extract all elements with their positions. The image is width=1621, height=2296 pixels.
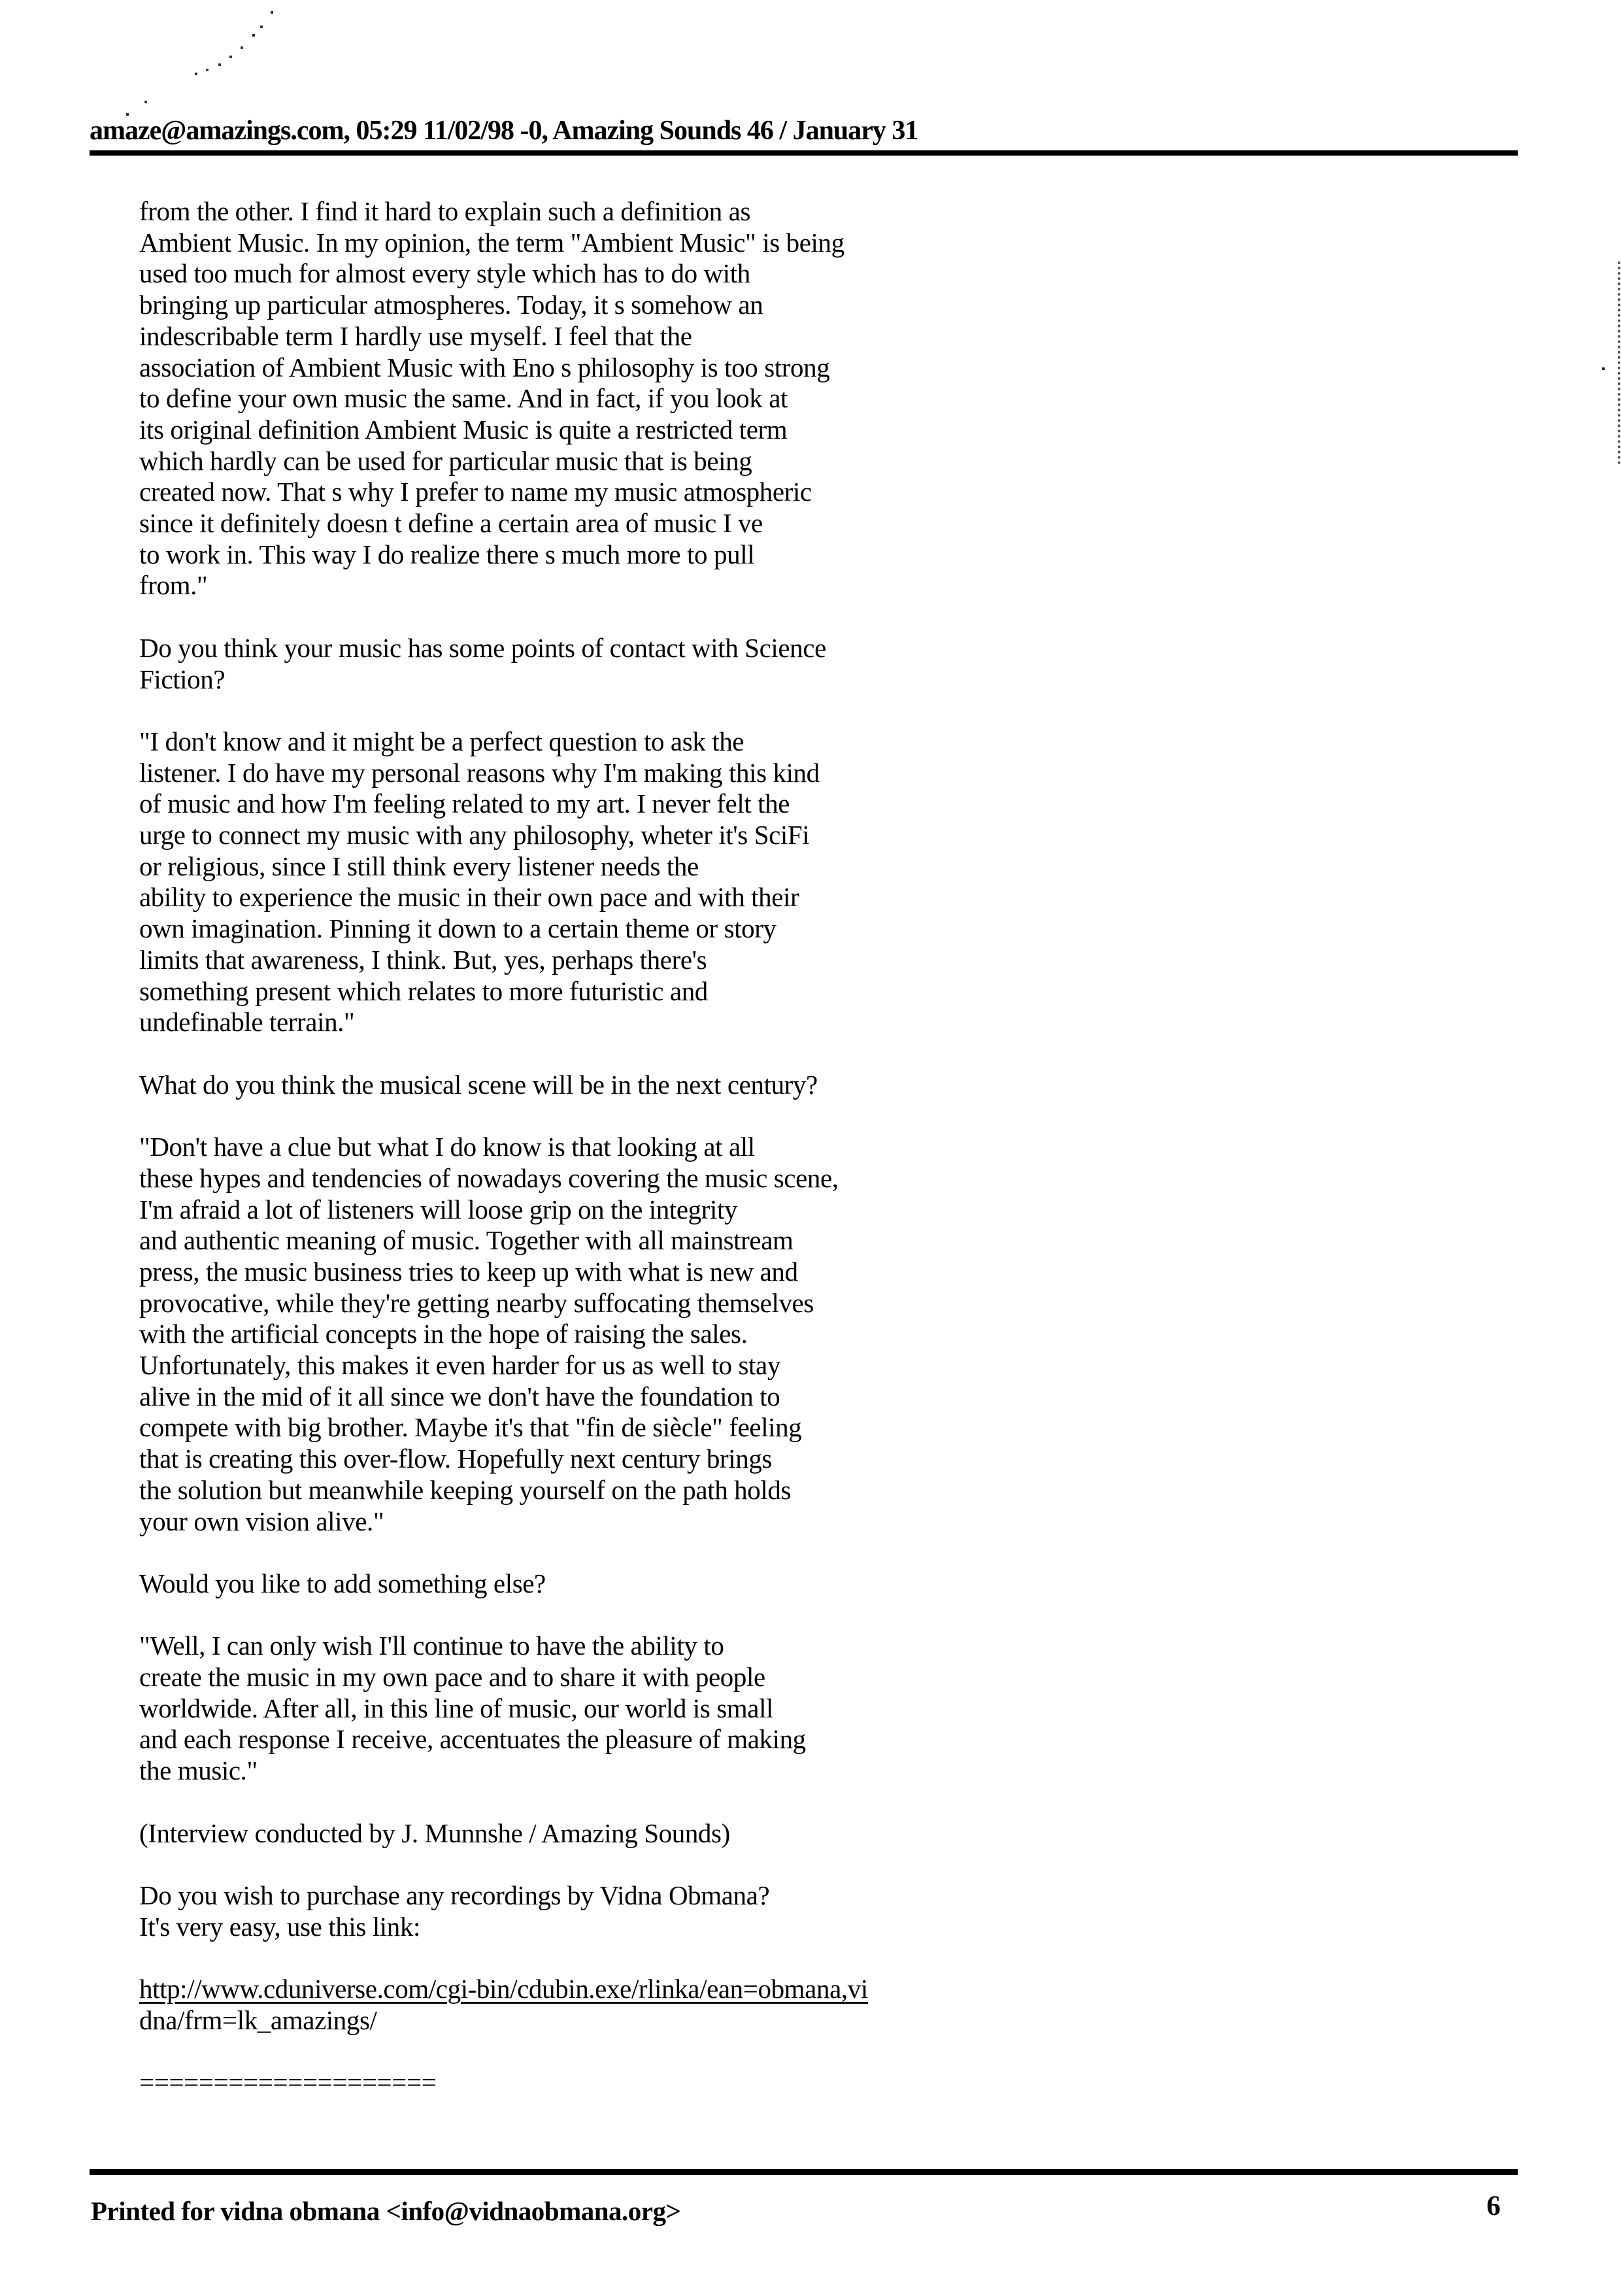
text-line: used too much for almost every style which has to do with <box>139 258 750 289</box>
text-line: to work in. This way I do realize there s much more to pull <box>139 539 755 569</box>
text-line: limits that awareness, I think. But, yes, perhaps there's <box>139 944 707 975</box>
printed-for-label: Printed for vidna obmana <info@vidnaobmana.org> <box>91 2196 681 2226</box>
text-line: the solution but meanwhile keeping yourself on the path holds <box>139 1474 791 1505</box>
text-line: from." <box>139 570 208 601</box>
text-line <box>139 1849 1250 1880</box>
email-header-summary: amaze@amazings.com, 05:29 11/02/98 -0, Amazing Sounds 46 / January 31 <box>90 116 918 146</box>
separator-equals-line: ==================== <box>139 2067 437 2098</box>
text-line <box>139 1038 1250 1070</box>
text-line: the music." <box>139 1755 258 1786</box>
text-line: and each response I receive, accentuates the pleasure of making <box>139 1724 806 1755</box>
text-line: Would you like to add something else? <box>139 1568 546 1598</box>
email-body <box>139 196 1250 2099</box>
text-line: ability to experience the music in their own pace and with their <box>139 882 799 913</box>
text-line: from the other. I find it hard to explain such a definition as <box>139 196 751 226</box>
text-line: or religious, since I still think every listener needs the <box>139 851 699 881</box>
text-line: "I don't know and it might be a perfect question to ask the <box>139 726 744 756</box>
text-line: these hypes and tendencies of nowadays covering the music scene, <box>139 1162 839 1193</box>
text-line <box>139 1600 1250 1631</box>
text-line <box>139 1537 1250 1568</box>
text-line: I'm afraid a lot of listeners will loose grip on the integrity <box>139 1194 738 1224</box>
text-line: created now. That s why I prefer to name my music atmospheric <box>139 477 812 507</box>
text-line: own imagination. Pinning it down to a certain theme or story <box>139 913 777 944</box>
text-line: something present which relates to more futuristic and <box>139 975 708 1006</box>
text-line: "Well, I can only wish I'll continue to have the ability to <box>139 1630 724 1661</box>
text-line <box>139 1942 1250 1974</box>
text-line: worldwide. After all, in this line of music, our world is small <box>139 1693 774 1723</box>
purchase-link-line-2: dna/frm=lk_amazings/ <box>139 2004 377 2035</box>
text-line: of music and how I'm feeling related to my art. I never felt the <box>139 788 790 819</box>
text-line: compete with big brother. Maybe it's that "fin de siècle" feeling <box>139 1412 802 1443</box>
text-line: Unfortunately, this makes it even harder for us as well to stay <box>139 1350 780 1381</box>
text-line: and authentic meaning of music. Together with all mainstream <box>139 1225 794 1256</box>
text-line: create the music in my own pace and to share it with people <box>139 1662 765 1693</box>
text-line: Do you think your music has some points of contact with Science <box>139 632 826 663</box>
page-number: 6 <box>1486 2191 1501 2221</box>
text-line: "Don't have a clue but what I do know is that looking at all <box>139 1132 755 1162</box>
text-line <box>139 1787 1250 1818</box>
text-line: urge to connect my music with any philosophy, wheter it's SciFi <box>139 820 810 851</box>
text-line: Do you wish to purchase any recordings by Vidna Obmana? <box>139 1880 770 1910</box>
text-line: its original definition Ambient Music is quite a restricted term <box>139 414 788 445</box>
text-line <box>139 2036 1250 2067</box>
text-line <box>139 1100 1250 1132</box>
text-line: listener. I do have my personal reasons why I'm making this kind <box>139 757 820 788</box>
scan-artifact-scratch <box>124 10 125 11</box>
text-line: It's very easy, use this link: <box>139 1911 420 1942</box>
purchase-link-line-1[interactable]: http://www.cduniverse.com/cgi-bin/cdubin.exe/rlinka/ean=obmana,vi <box>139 1974 868 2004</box>
text-line: to define your own music the same. And in fact, if you look at <box>139 383 788 414</box>
scan-artifact-right-edge <box>1618 262 1620 464</box>
text-line: What do you think the musical scene will be in the next century? <box>139 1069 818 1100</box>
text-line <box>139 601 1250 633</box>
text-line: indescribable term I hardly use myself. I feel that the <box>139 320 692 351</box>
footer-rule <box>90 2169 1518 2175</box>
text-line: which hardly can be used for particular music that is being <box>139 445 752 476</box>
header-rule <box>90 150 1518 156</box>
text-line: association of Ambient Music with Eno s philosophy is too strong <box>139 352 830 382</box>
text-line: Ambient Music. In my opinion, the term "Ambient Music" is being <box>139 227 844 258</box>
text-line: Fiction? <box>139 664 226 694</box>
text-line: provocative, while they're getting nearby suffocating themselves <box>139 1287 814 1318</box>
text-line: press, the music business tries to keep up with what is new and <box>139 1256 798 1287</box>
text-line: that is creating this over-flow. Hopefully next century brings <box>139 1443 772 1474</box>
text-line: bringing up particular atmospheres. Today, it s somehow an <box>139 290 763 320</box>
text-line <box>139 695 1250 726</box>
text-line: since it definitely doesn t define a certain area of music I ve <box>139 508 763 539</box>
text-line: (Interview conducted by J. Munnshe / Amazing Sounds) <box>139 1817 730 1848</box>
text-line: with the artificial concepts in the hope of raising the sales. <box>139 1319 748 1349</box>
text-line: undefinable terrain." <box>139 1007 355 1038</box>
text-line: alive in the mid of it all since we don't have the foundation to <box>139 1381 780 1411</box>
text-line: your own vision alive." <box>139 1506 384 1536</box>
